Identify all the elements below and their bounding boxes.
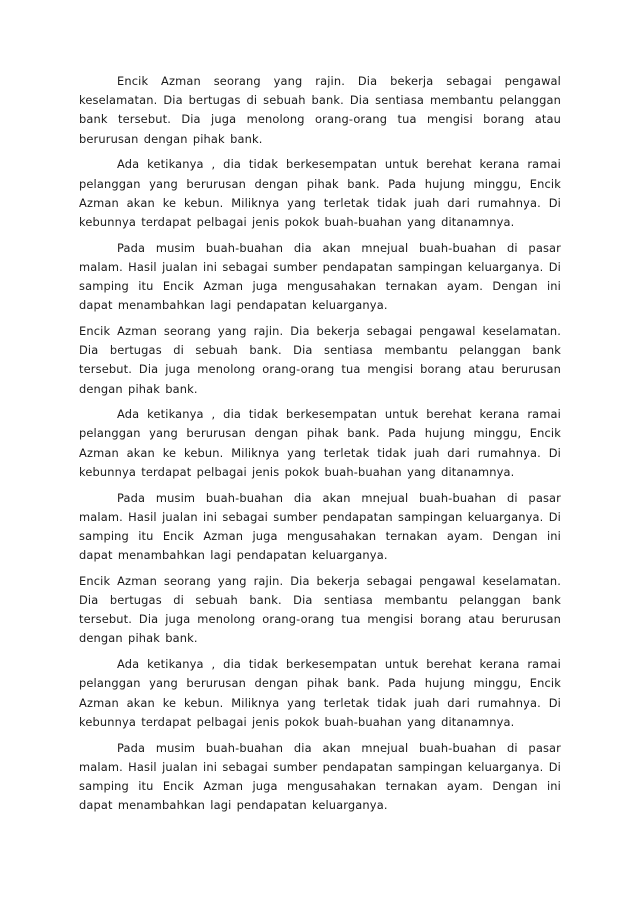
paragraph-7: Encik Azman seorang yang rajin. Dia bekerja sebagai pengawal keselamatan. Dia bertugas di sebuah bank. Dia sentiasa membantu pelanggan bank tersebut. Dia juga menolong orang-orang tua mengisi borang atau berurusan dengan pihak bank.: [79, 573, 561, 646]
paragraph-3: Pada musim buah-buahan dia akan mnejual buah-buahan di pasar malam. Hasil jualan ini sebagai sumber pendapatan sampingan keluarganya. Di samping itu Encik Azman juga mengusahakan ternakan ayam. Dengan ini dapat menambahkan lagi pendapatan keluarganya.: [79, 240, 561, 313]
paragraph-4: Encik Azman seorang yang rajin. Dia bekerja sebagai pengawal keselamatan. Dia bertugas di sebuah bank. Dia sentiasa membantu pelanggan bank tersebut. Dia juga menolong orang-orang tua mengisi borang atau berurusan dengan pihak bank.: [79, 323, 561, 396]
paragraph-6: Pada musim buah-buahan dia akan mnejual buah-buahan di pasar malam. Hasil jualan ini sebagai sumber pendapatan sampingan keluarganya. Di samping itu Encik Azman juga mengusahakan ternakan ayam. Dengan ini dapat menambahkan lagi pendapatan keluarganya.: [79, 490, 561, 563]
paragraph-1: Encik Azman seorang yang rajin. Dia bekerja sebagai pengawal keselamatan. Dia bertugas di sebuah bank. Dia sentiasa membantu pelanggan bank tersebut. Dia juga menolong orang-orang tua mengisi borang atau berurusan dengan pihak bank.: [79, 74, 561, 146]
document-body: [79, 72, 561, 822]
paragraph-8: Ada ketikanya , dia tidak berkesempatan untuk berehat kerana ramai pelanggan yang berurusan dengan pihak bank. Pada hujung minggu, Encik Azman akan ke kebun. Miliknya yang terletak tidak juah dari rumahnya. Di kebunnya terdapat pelbagai jenis pokok buah-buahan yang ditanamnya.: [79, 657, 561, 729]
paragraph-9: Pada musim buah-buahan dia akan mnejual buah-buahan di pasar malam. Hasil jualan ini sebagai sumber pendapatan sampingan keluarganya. Di samping itu Encik Azman juga mengusahakan ternakan ayam. Dengan ini dapat menambahkan lagi pendapatan keluarganya.: [79, 740, 561, 813]
paragraph-2: Ada ketikanya , dia tidak berkesempatan untuk berehat kerana ramai pelanggan yang berurusan dengan pihak bank. Pada hujung minggu, Encik Azman akan ke kebun. Miliknya yang terletak tidak juah dari rumahnya. Di kebunnya terdapat pelbagai jenis pokok buah-buahan yang ditanamnya.: [79, 157, 561, 229]
paragraph-5: Ada ketikanya , dia tidak berkesempatan untuk berehat kerana ramai pelanggan yang berurusan dengan pihak bank. Pada hujung minggu, Encik Azman akan ke kebun. Miliknya yang terletak tidak juah dari rumahnya. Di kebunnya terdapat pelbagai jenis pokok buah-buahan yang ditanamnya.: [79, 407, 561, 479]
